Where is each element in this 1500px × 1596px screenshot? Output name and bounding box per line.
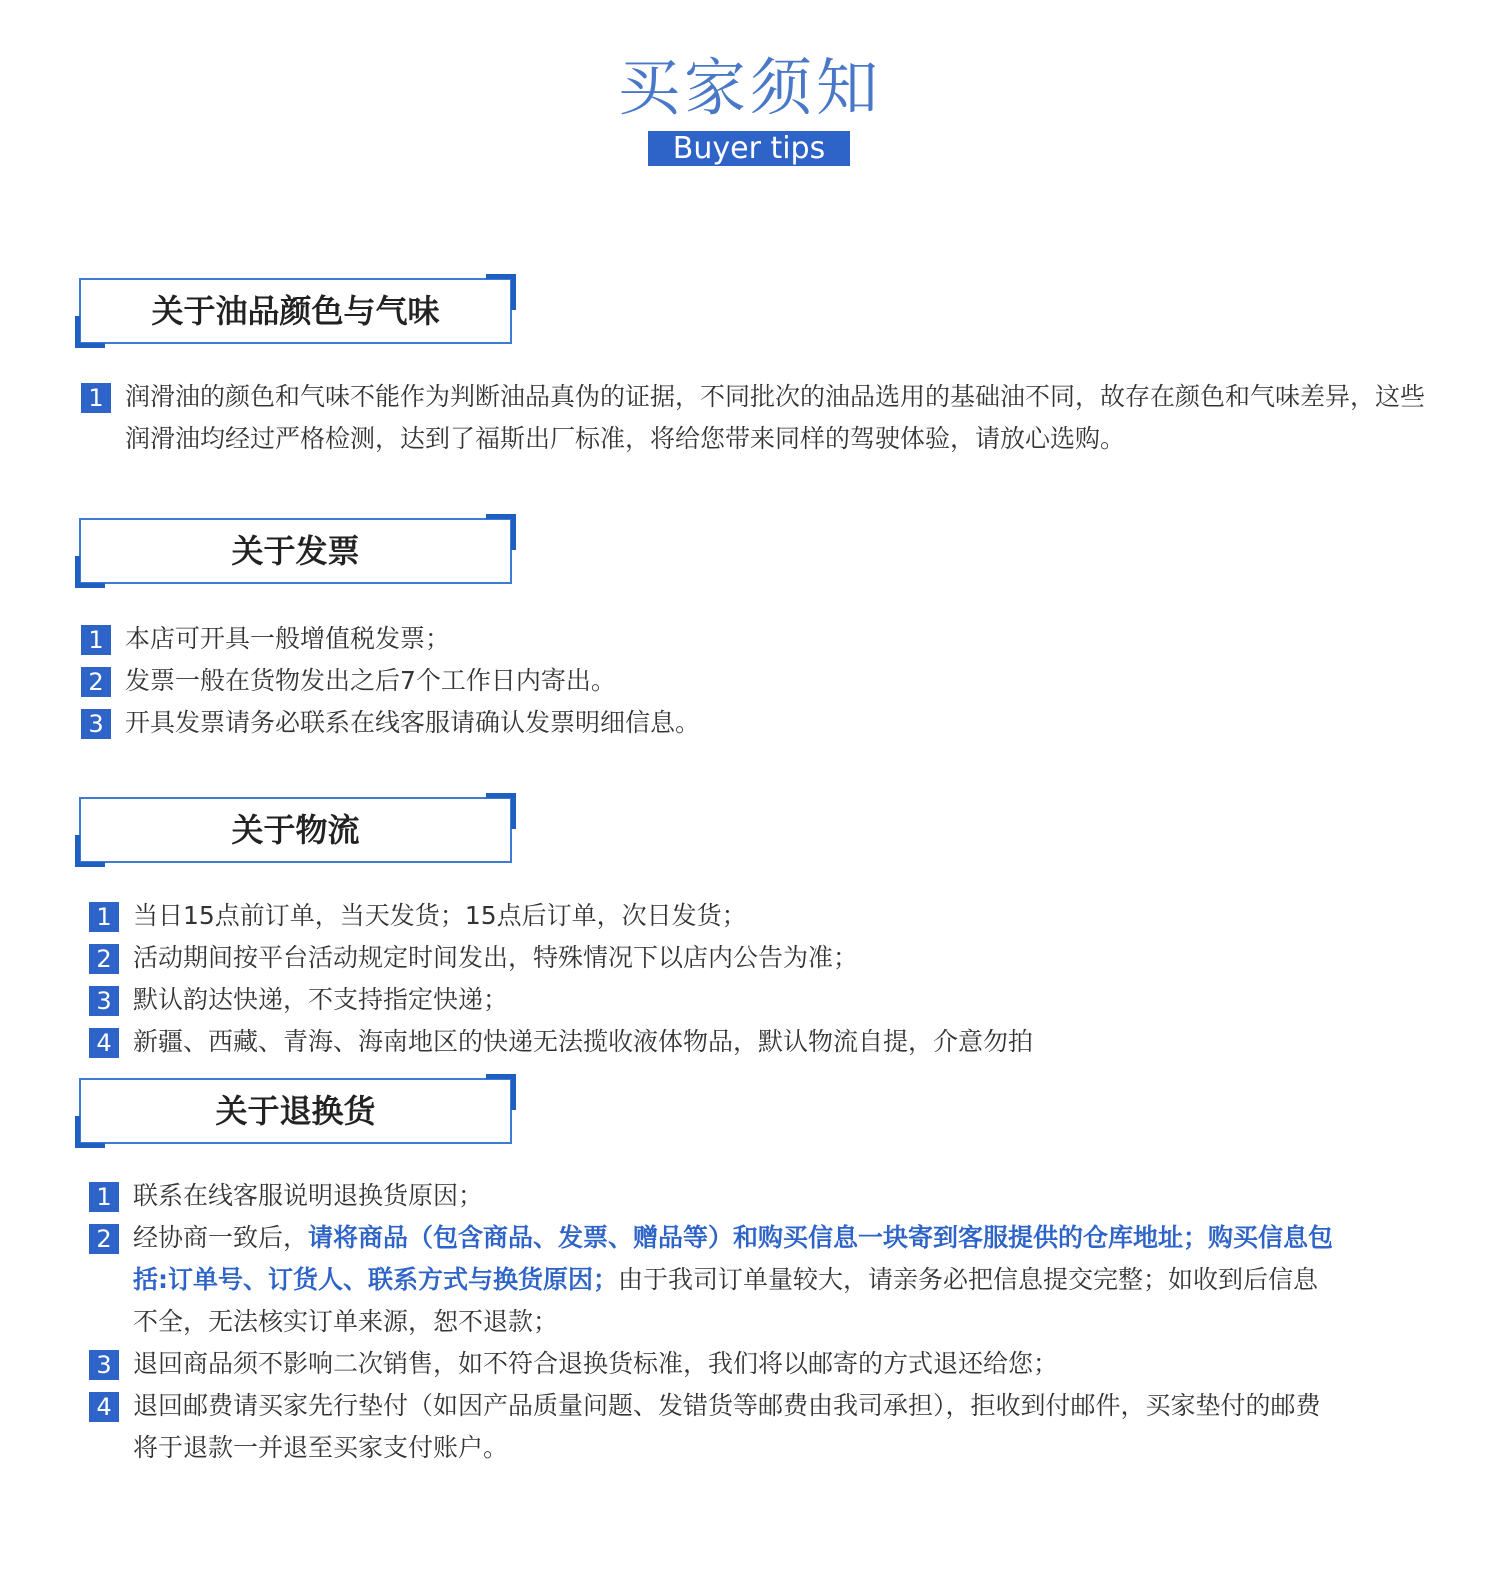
item-text: 由于我司订单量较大，请亲务必把信息提交完整；如收到后信息不全，无法核实订单来源，恕不退款； [133,1265,1319,1336]
list-item [89,1343,1339,1385]
list-item [89,1175,1339,1217]
item-text: 新疆、西藏、青海、海南地区的快递无法揽收液体物品，默认物流自提，介意勿拍 [133,1027,1034,1056]
item-number: 2 [89,944,119,974]
item-text: 发票一般在货物发出之后7个工作日内寄出。 [125,666,616,695]
item-text: 润滑油的颜色和气味不能作为判断油品真伪的证据，不同批次的油品选用的基础油不同，故存在颜色和气味差异，这些润滑油均经过严格检测，达到了福斯出厂标准，将给您带来同样的驾驶体验，请放心选购。 [125,382,1426,453]
item-text: 退回邮费请买家先行垫付（如因产品质量问题、发错货等邮费由我司承担），拒收到付邮件，买家垫付的邮费将于退款一并退至买家支付账户。 [133,1391,1321,1462]
list-item [89,1385,1339,1469]
section-header-logistics [79,797,512,863]
item-number: 2 [81,667,111,697]
item-number: 2 [89,1224,119,1254]
list-item [89,1021,1469,1063]
item-number: 3 [89,986,119,1016]
item-text: 开具发票请务必联系在线客服请确认发票明细信息。 [125,708,701,737]
item-text: 经协商一致后， [133,1223,309,1252]
section-items-returns [89,1175,1339,1469]
item-number: 1 [89,1182,119,1212]
item-number: 1 [81,625,111,655]
list-item [81,660,1461,702]
section-items-invoice [81,618,1461,744]
list-item [89,1217,1339,1343]
list-item [89,895,1469,937]
item-number: 1 [81,383,111,413]
list-item [81,702,1461,744]
list-item [81,376,1426,460]
item-text: 当日15点前订单，当天发货；15点后订单，次日发货； [133,901,747,930]
item-number: 1 [89,902,119,932]
item-text: 活动期间按平台活动规定时间发出，特殊情况下以店内公告为准； [133,943,859,972]
list-item [89,937,1469,979]
section-items-oil-color [81,376,1426,460]
item-text: 默认韵达快递，不支持指定快递； [133,985,509,1014]
item-number: 4 [89,1028,119,1058]
section-items-logistics [89,895,1469,1063]
section-header-oil-color [79,278,512,344]
list-item [89,979,1469,1021]
section-header-returns [79,1078,512,1144]
item-number: 3 [89,1350,119,1380]
section-header-invoice [79,518,512,584]
item-highlight-text: 请将商品（包含商品、发票、赠品等）和购买信息一块寄到客服提供的仓库地址；购买信息包括:订单号、订货人、联系方式与换货原因； [133,1223,1334,1294]
section-title: 关于退换货 [215,1092,376,1130]
section-title: 关于油品颜色与气味 [151,292,440,330]
item-number: 4 [89,1392,119,1422]
item-number: 3 [81,709,111,739]
item-text: 退回商品须不影响二次销售，如不符合退换货标准，我们将以邮寄的方式退还给您； [133,1349,1059,1378]
section-title: 关于物流 [231,811,360,849]
page-subtitle: Buyer tips [648,131,850,166]
page-title: 买家须知 [617,51,882,124]
item-text: 本店可开具一般增值税发票； [125,624,451,653]
list-item [81,618,1461,660]
section-title: 关于发票 [231,532,360,570]
item-text: 联系在线客服说明退换货原因； [133,1181,484,1210]
